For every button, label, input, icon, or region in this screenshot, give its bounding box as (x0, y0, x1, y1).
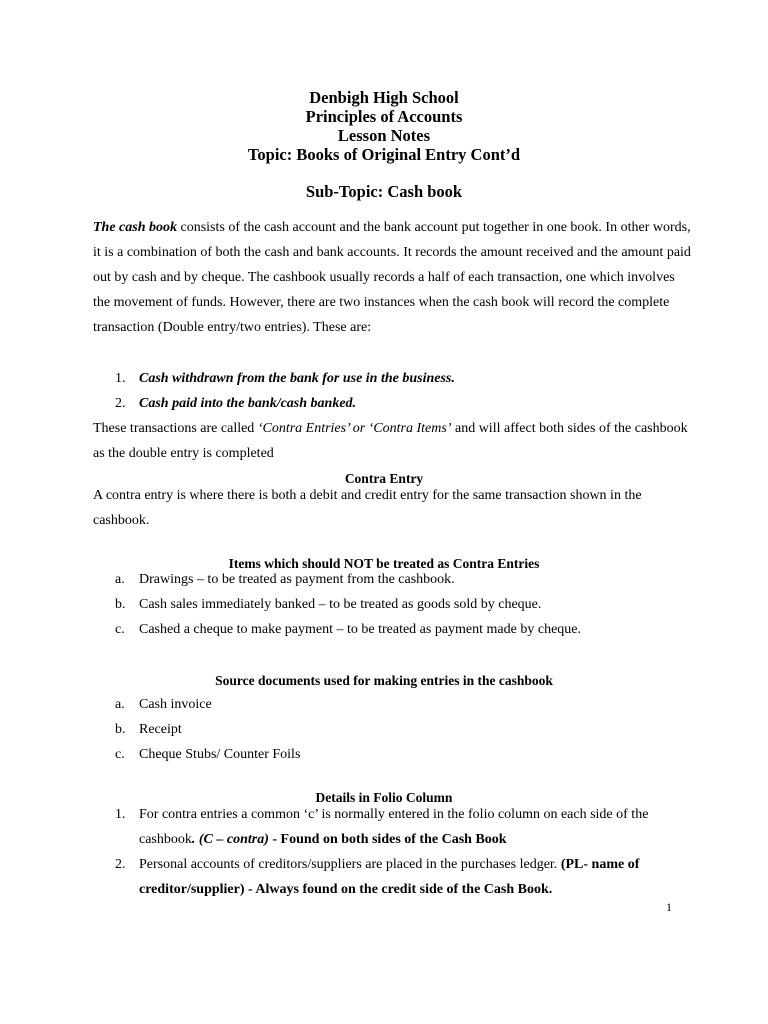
folio-item1-text: For contra entries a common ‘c’ is normally entered in the folio column on each side of the cashbook (139, 807, 649, 847)
contra-called-before: These transactions are called (93, 421, 258, 436)
list-item-text: Cash sales immediately banked – to be treated as goods sold by cheque. (139, 597, 542, 612)
folio-heading: Details in Folio Column (315, 790, 453, 805)
list-item-text: Cashed a cheque to make payment – to be treated as payment made by cheque. (139, 622, 581, 637)
list-item-text: Drawings – to be treated as payment from the cashbook. (139, 572, 455, 587)
list-item (93, 852, 693, 902)
list-item (93, 567, 693, 592)
intro-paragraph (93, 215, 693, 340)
document-header (0, 88, 768, 164)
contra-names: ‘Contra Entries’ or ‘Contra Items’ (257, 421, 452, 436)
list-item-text: Cash paid into the bank/cash banked. (139, 396, 357, 411)
list-item-text: Cheque Stubs/ Counter Foils (139, 747, 301, 762)
list-item (93, 692, 693, 717)
list-marker: 1. (115, 371, 126, 386)
list-item (93, 366, 693, 391)
subject-name: Principles of Accounts (305, 107, 463, 126)
folio-item2-text: Personal accounts of creditors/suppliers are placed in the purchases ledger. (139, 857, 561, 872)
page-number: 1 (666, 900, 672, 914)
contra-called-after: and will affect both sides of the cashbook as the double entry is completed (93, 421, 688, 461)
contra-entry-heading: Contra Entry (344, 471, 424, 486)
list-marker: b. (115, 722, 126, 737)
school-name: Denbigh High School (309, 88, 459, 107)
list-marker: c. (115, 747, 125, 762)
list-item (93, 802, 693, 852)
folio-item2-bold: (PL- name of creditor/supplier) - Always found on the credit side of the Cash Book. (139, 857, 640, 897)
list-marker: 2. (115, 857, 126, 872)
contra-called-paragraph (93, 416, 693, 466)
doc-type: Lesson Notes (337, 126, 431, 145)
list-item-text: Cash invoice (139, 697, 212, 712)
list-item (93, 592, 693, 617)
list-item (93, 717, 693, 742)
contra-entry-text: A contra entry is where there is both a debit and credit entry for the same transaction shown in the cashbook. (93, 488, 642, 528)
list-item (93, 742, 693, 767)
intro-body: consists of the cash account and the bank account put together in one book. In other words, it is a combination of both the cash and bank accounts. It records the amount received and the amount paid out by cash and by cheque. The cashbook usually records a half of each transaction, one which involves the movement of funds. However, there are two instances when the cash book will record the complete transaction (Double entry/two entries). These are: (93, 220, 691, 335)
folio-list (93, 802, 693, 902)
list-marker: a. (115, 572, 125, 587)
folio-item1-italic: . (C – contra) (191, 832, 269, 847)
intro-lead: The cash book (93, 220, 177, 235)
not-contra-heading: Items which should NOT be treated as Contra Entries (228, 556, 540, 571)
list-marker: c. (115, 622, 125, 637)
source-docs-list (93, 692, 693, 767)
subtopic-title: Sub-Topic: Cash book (305, 182, 463, 201)
not-contra-list (93, 567, 693, 642)
list-item-text: Receipt (139, 722, 182, 737)
list-item (93, 617, 693, 642)
source-docs-heading: Source documents used for making entries in the cashbook (215, 673, 553, 688)
list-item (93, 391, 693, 416)
list-marker: 2. (115, 396, 126, 411)
list-marker: a. (115, 697, 125, 712)
topic-title: Topic: Books of Original Entry Cont’d (247, 145, 521, 164)
list-item-text: Cash withdrawn from the bank for use in the business. (139, 371, 455, 386)
list-marker: b. (115, 597, 126, 612)
contra-instances-list (93, 366, 693, 416)
folio-item1-bold: - Found on both sides of the Cash Book (268, 832, 507, 847)
list-marker: 1. (115, 807, 126, 822)
